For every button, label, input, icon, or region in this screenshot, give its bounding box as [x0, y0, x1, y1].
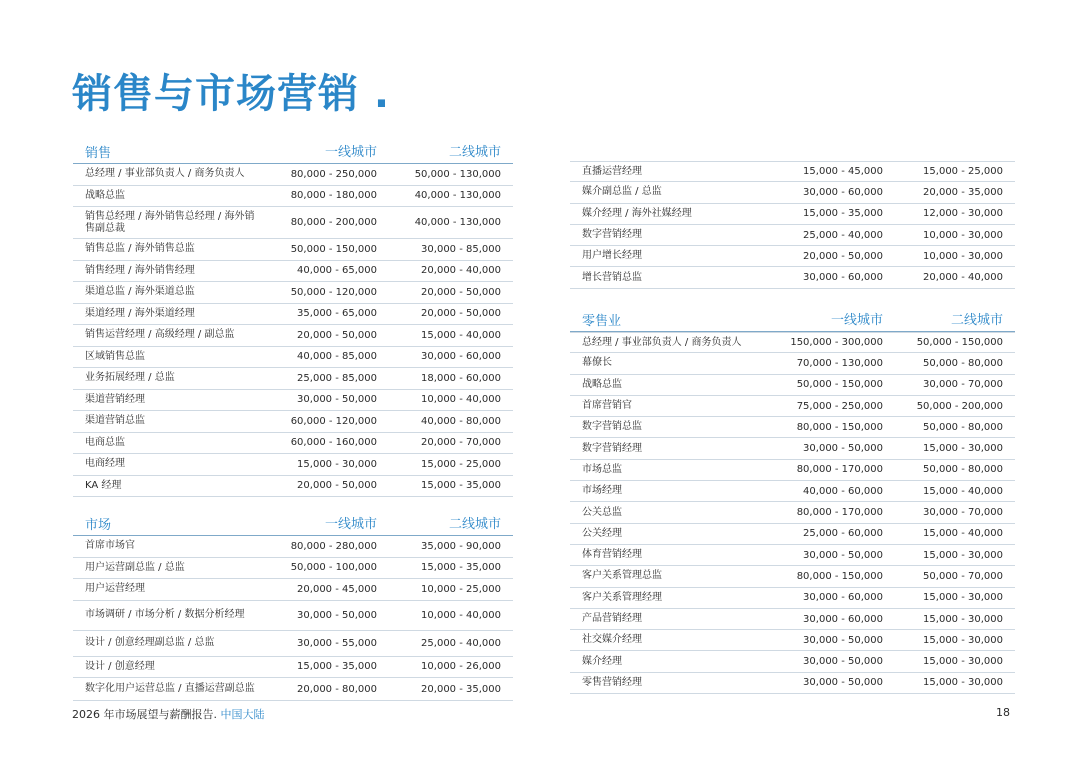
tier1-salary-cell: 15,000 - 35,000 — [803, 208, 883, 220]
tier1-salary-cell: 70,000 - 130,000 — [796, 357, 883, 369]
tier1-salary-cell: 40,000 - 85,000 — [297, 351, 377, 363]
tier1-salary-cell: 60,000 - 160,000 — [290, 437, 377, 449]
tier1-salary-cell: 50,000 - 150,000 — [290, 243, 377, 255]
tier1-salary-cell: 25,000 - 85,000 — [297, 372, 377, 384]
role-cell: 社交媒介经理 — [582, 634, 642, 646]
tier2-salary-cell: 15,000 - 40,000 — [923, 528, 1003, 540]
table-row — [73, 476, 513, 498]
tier1-salary-cell: 80,000 - 170,000 — [796, 507, 883, 519]
role-cell: 战略总监 — [582, 378, 622, 390]
sales-table-header — [73, 140, 513, 164]
role-cell: 电商总监 — [85, 436, 125, 448]
tier1-salary-cell: 30,000 - 50,000 — [803, 549, 883, 561]
table-row — [570, 417, 1015, 438]
tier2-salary-cell: 20,000 - 35,000 — [421, 683, 501, 695]
table-row — [73, 186, 513, 208]
table-row — [570, 396, 1015, 417]
role-cell: 设计 / 创意经理副总监 / 总监 — [85, 637, 215, 648]
table-row — [73, 601, 513, 631]
tier1-salary-cell: 20,000 - 50,000 — [803, 250, 883, 262]
role-cell: 总经理 / 事业部负责人 / 商务负责人 — [582, 336, 742, 348]
table-row — [73, 239, 513, 261]
role-cell: 用户运营经理 — [85, 583, 145, 595]
role-cell: 首席市场官 — [85, 540, 135, 552]
tier2-salary-cell: 40,000 - 80,000 — [421, 415, 501, 427]
tier2-salary-cell: 15,000 - 35,000 — [421, 480, 501, 492]
tier1-salary-cell: 30,000 - 50,000 — [803, 656, 883, 668]
tier1-salary-cell: 30,000 - 50,000 — [803, 677, 883, 689]
table-row — [570, 545, 1015, 566]
table-row — [73, 411, 513, 433]
role-cell: 用户运营副总监 / 总监 — [85, 561, 185, 573]
tier2-salary-cell: 50,000 - 80,000 — [923, 421, 1003, 433]
role-cell: 媒介经理 — [582, 655, 622, 667]
role-cell: 销售总监 / 海外销售总监 — [85, 243, 195, 255]
tier2-salary-cell: 20,000 - 40,000 — [421, 265, 501, 277]
tier1-salary-cell: 50,000 - 120,000 — [290, 286, 377, 298]
tier2-salary-cell: 15,000 - 35,000 — [421, 562, 501, 574]
tier2-salary-cell: 50,000 - 70,000 — [923, 570, 1003, 582]
role-cell: 渠道营销经理 — [85, 393, 145, 405]
role-cell: 渠道经理 / 海外渠道经理 — [85, 307, 195, 319]
role-cell: 渠道营销总监 — [85, 415, 145, 427]
tier1-salary-cell: 50,000 - 150,000 — [796, 379, 883, 391]
marketing-header-tier2: 二线城市 — [448, 517, 501, 532]
tier1-salary-cell: 40,000 - 60,000 — [803, 485, 883, 497]
role-cell: 市场经理 — [582, 485, 622, 497]
tier2-salary-cell: 15,000 - 40,000 — [923, 485, 1003, 497]
retail-table — [570, 308, 1015, 694]
tier1-salary-cell: 20,000 - 45,000 — [297, 583, 377, 595]
table-row — [570, 267, 1015, 288]
tier1-salary-cell: 25,000 - 40,000 — [803, 229, 883, 241]
footer-text: 2026 年市场展望与薪酬报告. — [72, 708, 217, 721]
table-row — [570, 630, 1015, 651]
role-cell: 数字化用户运营总监 / 直播运营副总监 — [85, 683, 255, 694]
table-row — [570, 332, 1015, 353]
tier2-salary-cell: 15,000 - 30,000 — [923, 443, 1003, 455]
tier2-salary-cell: 40,000 - 130,000 — [414, 190, 501, 202]
role-cell: 渠道总监 / 海外渠道总监 — [85, 286, 195, 298]
table-row — [73, 304, 513, 326]
role-cell: 媒介副总监 / 总监 — [582, 186, 662, 198]
role-cell: 客户关系管理经理 — [582, 591, 662, 603]
tier1-salary-cell: 80,000 - 280,000 — [290, 540, 377, 552]
retail-header-tier1: 一线城市 — [830, 313, 883, 328]
tier1-salary-cell: 80,000 - 250,000 — [290, 168, 377, 180]
tier1-salary-cell: 80,000 - 170,000 — [796, 464, 883, 476]
table-row — [73, 207, 513, 239]
tier2-salary-cell: 30,000 - 85,000 — [421, 243, 501, 255]
tier2-salary-cell: 10,000 - 40,000 — [421, 609, 501, 621]
tier2-salary-cell: 15,000 - 30,000 — [923, 656, 1003, 668]
tier2-salary-cell: 15,000 - 25,000 — [421, 458, 501, 470]
table-row — [570, 588, 1015, 609]
role-cell: 数字营销总监 — [582, 421, 642, 433]
tier1-salary-cell: 30,000 - 50,000 — [297, 609, 377, 621]
role-cell: 媒介经理 / 海外社媒经理 — [582, 207, 692, 219]
tier2-salary-cell: 30,000 - 70,000 — [923, 379, 1003, 391]
role-cell: 销售运营经理 / 高级经理 / 副总监 — [85, 329, 235, 341]
tier2-salary-cell: 35,000 - 90,000 — [421, 540, 501, 552]
tier1-salary-cell: 30,000 - 60,000 — [803, 186, 883, 198]
tier2-salary-cell: 15,000 - 30,000 — [923, 549, 1003, 561]
role-cell: 区域销售总监 — [85, 350, 145, 362]
footer-region: 中国大陆 — [220, 708, 265, 721]
table-row — [73, 558, 513, 580]
tier1-salary-cell: 30,000 - 55,000 — [297, 637, 377, 649]
table-row — [73, 164, 513, 186]
role-cell: 产品营销经理 — [582, 613, 642, 624]
tier1-salary-cell: 20,000 - 80,000 — [297, 683, 377, 695]
role-cell: 增长营销总监 — [582, 271, 642, 283]
tier2-salary-cell: 10,000 - 25,000 — [421, 583, 501, 595]
tier1-salary-cell: 40,000 - 65,000 — [297, 265, 377, 277]
tier2-salary-cell: 50,000 - 130,000 — [414, 168, 501, 180]
role-cell: 市场总监 — [582, 463, 622, 475]
marketing-cont-table-body — [570, 161, 1015, 289]
table-row — [570, 161, 1015, 182]
table-row — [570, 502, 1015, 523]
tier2-salary-cell: 10,000 - 30,000 — [923, 229, 1003, 241]
tier2-salary-cell: 50,000 - 200,000 — [916, 400, 1003, 412]
table-row — [73, 454, 513, 476]
tier2-salary-cell: 20,000 - 70,000 — [421, 437, 501, 449]
table-row — [73, 678, 513, 701]
role-cell: 幕僚长 — [582, 357, 612, 369]
sales-header-tier1: 一线城市 — [324, 145, 377, 160]
role-cell: 电商经理 — [85, 458, 125, 470]
tier2-salary-cell: 10,000 - 40,000 — [421, 394, 501, 406]
table-row — [570, 481, 1015, 502]
sales-table-body — [73, 164, 513, 497]
table-row — [73, 368, 513, 390]
tier1-salary-cell: 30,000 - 50,000 — [297, 394, 377, 406]
tier2-salary-cell: 20,000 - 50,000 — [421, 286, 501, 298]
tier1-salary-cell: 15,000 - 45,000 — [803, 166, 883, 178]
tier2-salary-cell: 15,000 - 40,000 — [421, 329, 501, 341]
tier2-salary-cell: 30,000 - 60,000 — [421, 351, 501, 363]
role-cell: 体育营销经理 — [582, 549, 642, 561]
table-row — [570, 438, 1015, 459]
table-row — [73, 390, 513, 412]
tier2-salary-cell: 20,000 - 40,000 — [923, 272, 1003, 284]
role-cell: 客户关系管理总监 — [582, 570, 662, 582]
tier2-salary-cell: 30,000 - 70,000 — [923, 507, 1003, 519]
table-row — [570, 673, 1015, 694]
tier1-salary-cell: 20,000 - 50,000 — [297, 480, 377, 492]
tier2-salary-cell: 15,000 - 30,000 — [923, 592, 1003, 604]
table-row — [570, 566, 1015, 587]
role-cell: 总经理 / 事业部负责人 / 商务负责人 — [85, 168, 245, 180]
tier1-salary-cell: 15,000 - 35,000 — [297, 661, 377, 673]
tier1-salary-cell: 25,000 - 60,000 — [803, 528, 883, 540]
tier2-salary-cell: 50,000 - 150,000 — [916, 337, 1003, 349]
tier1-salary-cell: 15,000 - 30,000 — [297, 458, 377, 470]
table-row — [570, 353, 1015, 374]
sales-table — [73, 140, 513, 497]
tier2-salary-cell: 50,000 - 80,000 — [923, 464, 1003, 476]
table-row — [570, 651, 1015, 672]
tier1-salary-cell: 30,000 - 60,000 — [803, 613, 883, 625]
tier1-salary-cell: 80,000 - 200,000 — [290, 217, 377, 228]
table-row — [570, 182, 1015, 203]
table-row — [73, 261, 513, 283]
table-row — [73, 631, 513, 657]
tier2-salary-cell: 10,000 - 30,000 — [923, 250, 1003, 262]
page-title: 销售与市场营销 . — [72, 71, 391, 117]
tier1-salary-cell: 30,000 - 60,000 — [803, 272, 883, 284]
tier2-salary-cell: 18,000 - 60,000 — [421, 372, 501, 384]
role-cell: 首席营销官 — [582, 400, 632, 412]
tier1-salary-cell: 30,000 - 60,000 — [803, 592, 883, 604]
tier1-salary-cell: 30,000 - 50,000 — [803, 634, 883, 646]
tier2-salary-cell: 20,000 - 50,000 — [421, 308, 501, 320]
role-cell: KA 经理 — [85, 479, 122, 491]
tier1-salary-cell: 35,000 - 65,000 — [297, 308, 377, 320]
role-cell: 业务拓展经理 / 总监 — [85, 372, 175, 384]
table-row — [570, 204, 1015, 225]
marketing-header-tier1: 一线城市 — [324, 517, 377, 532]
table-row — [570, 375, 1015, 396]
table-row — [73, 579, 513, 601]
role-cell: 市场调研 / 市场分析 / 数据分析经理 — [85, 609, 245, 620]
role-cell: 销售总经理 / 海外销售总经理 / 海外销售副总裁 — [85, 210, 255, 234]
retail-table-body — [570, 332, 1015, 694]
table-row — [73, 347, 513, 369]
tier1-salary-cell: 20,000 - 50,000 — [297, 329, 377, 341]
retail-header-category: 零售业 — [582, 314, 622, 329]
tier1-salary-cell: 75,000 - 250,000 — [796, 400, 883, 412]
sales-header-tier2: 二线城市 — [448, 145, 501, 160]
tier1-salary-cell: 80,000 - 150,000 — [796, 421, 883, 433]
tier2-salary-cell: 50,000 - 80,000 — [923, 357, 1003, 369]
role-cell: 数字营销经理 — [582, 229, 642, 241]
tier2-salary-cell: 15,000 - 30,000 — [923, 613, 1003, 625]
sales-header-category: 销售 — [85, 146, 112, 161]
role-cell: 公关经理 — [582, 527, 622, 539]
role-cell: 零售营销经理 — [582, 676, 642, 688]
marketing-table-header — [73, 512, 513, 536]
marketing-table-body — [73, 536, 513, 701]
page-footer — [72, 706, 265, 722]
tier2-salary-cell: 15,000 - 30,000 — [923, 634, 1003, 646]
tier2-salary-cell: 10,000 - 26,000 — [421, 661, 501, 673]
tier2-salary-cell: 12,000 - 30,000 — [923, 208, 1003, 220]
tier1-salary-cell: 80,000 - 150,000 — [796, 570, 883, 582]
table-row — [73, 433, 513, 455]
marketing-table — [73, 512, 513, 701]
tier2-salary-cell: 15,000 - 30,000 — [923, 677, 1003, 689]
role-cell: 公关总监 — [582, 506, 622, 518]
tier2-salary-cell: 25,000 - 40,000 — [421, 637, 501, 649]
tier2-salary-cell: 40,000 - 130,000 — [414, 217, 501, 228]
table-row — [570, 609, 1015, 630]
retail-table-header — [570, 308, 1015, 332]
table-row — [570, 225, 1015, 246]
role-cell: 设计 / 创意经理 — [85, 660, 155, 672]
table-row — [73, 325, 513, 347]
tier1-salary-cell: 80,000 - 180,000 — [290, 190, 377, 202]
role-cell: 数字营销经理 — [582, 442, 642, 454]
tier1-salary-cell: 50,000 - 100,000 — [290, 562, 377, 574]
role-cell: 销售经理 / 海外销售经理 — [85, 264, 195, 276]
retail-header-tier2: 二线城市 — [950, 313, 1003, 328]
table-row — [73, 536, 513, 558]
page-number: 18 — [996, 706, 1010, 719]
marketing-header-category: 市场 — [85, 518, 112, 533]
tier2-salary-cell: 15,000 - 25,000 — [923, 166, 1003, 178]
table-row — [570, 524, 1015, 545]
tier1-salary-cell: 150,000 - 300,000 — [790, 337, 883, 349]
tier1-salary-cell: 30,000 - 50,000 — [803, 443, 883, 455]
table-row — [73, 282, 513, 304]
tier1-salary-cell: 60,000 - 120,000 — [290, 415, 377, 427]
marketing-cont-table — [570, 161, 1015, 289]
table-row — [570, 460, 1015, 481]
table-row — [73, 657, 513, 679]
role-cell: 用户增长经理 — [582, 250, 642, 262]
table-row — [570, 246, 1015, 267]
role-cell: 直播运营经理 — [582, 165, 642, 177]
tier2-salary-cell: 20,000 - 35,000 — [923, 186, 1003, 198]
role-cell: 战略总监 — [85, 189, 125, 201]
